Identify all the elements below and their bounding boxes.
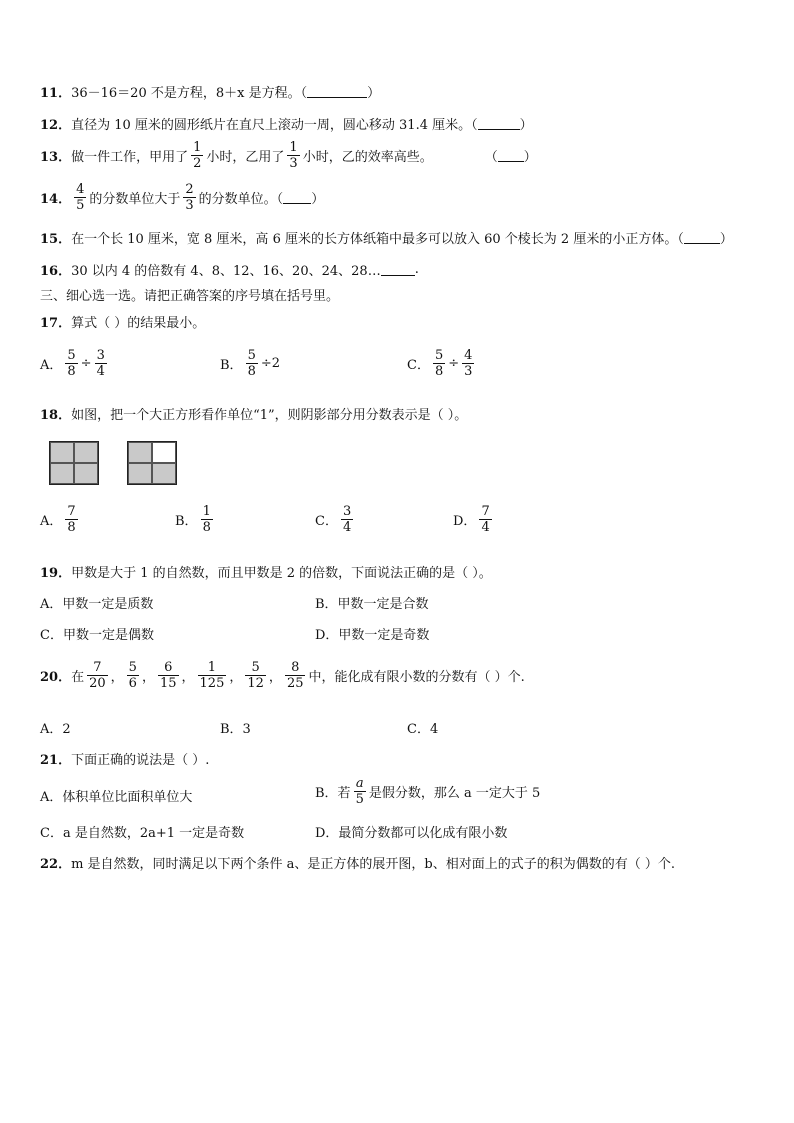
question-number: 19． xyxy=(40,566,72,581)
question-text: 36－16＝20 不是方程，8＋x 是方程。（ xyxy=(71,86,308,101)
paren-close: ） xyxy=(367,86,381,101)
question-text: 如图，把一个大正方形看作单位“1”，则阴影部分用分数表示是（ ）。 xyxy=(71,408,468,423)
question-number: 22． xyxy=(40,857,72,872)
unshaded-quarter xyxy=(152,442,176,463)
section-heading: 三、细心选一选。请把正确答案的序号填在括号里。 xyxy=(40,289,340,304)
question-21 xyxy=(40,749,209,768)
fraction: $\frac{5}{12}$ xyxy=(247,660,264,691)
question-12 xyxy=(40,114,533,133)
question-text: m 是自然数，同时满足以下两个条件 a、是正方体的展开图，b、相对面上的式子的积为偶数的有（ ）个. xyxy=(71,857,676,872)
question-text: 的分数单位大于 xyxy=(89,192,181,207)
fraction: $\frac{a}{5}$ xyxy=(355,776,364,807)
question-13 xyxy=(40,140,537,171)
fraction: $\frac{5}{6}$ xyxy=(128,660,137,691)
paren-close: ） xyxy=(523,150,537,165)
option-c[interactable]: C．a 是自然数，2a+1 一定是奇数 xyxy=(40,826,245,841)
question-text: 在一个长 10 厘米，宽 8 厘米，高 6 厘米的长方体纸箱中最多可以放入 60 个棱长为 2 厘米的小正方体。（ xyxy=(71,232,684,247)
answer-blank[interactable] xyxy=(381,263,415,276)
shaded-quarter xyxy=(152,463,176,484)
question-number: 20． xyxy=(40,670,72,685)
shaded-quarter xyxy=(128,463,152,484)
square-figure-partial xyxy=(127,441,177,485)
fraction: $\frac{6}{15}$ xyxy=(159,660,177,691)
option-a[interactable]: A．甲数一定是质数 xyxy=(40,597,154,612)
question-text: 在 xyxy=(71,670,85,685)
answer-blank[interactable] xyxy=(684,231,720,244)
question-15 xyxy=(40,228,733,247)
fraction: $\frac{7}{20}$ xyxy=(89,660,106,691)
option-d[interactable]: D．甲数一定是奇数 xyxy=(315,628,430,643)
option-d[interactable]: D． $\frac{7}{4}$ xyxy=(453,504,490,535)
option-b[interactable]: B． $\frac{1}{8}$ xyxy=(175,504,211,535)
shaded-quarter xyxy=(50,442,74,463)
fraction: $\frac{4}{5}$ xyxy=(76,182,85,213)
answer-blank[interactable] xyxy=(307,85,367,98)
fraction: $\frac{5}{8}$ xyxy=(434,348,444,379)
question-number: 18． xyxy=(40,408,72,423)
option-c[interactable]: C．4 xyxy=(407,722,439,737)
paren-close: ） xyxy=(519,118,533,133)
fraction: $\frac{4}{3}$ xyxy=(464,348,473,379)
question-number: 11． xyxy=(40,86,72,101)
question-14 xyxy=(40,182,324,213)
question-20: 20． 在 $\frac{7}{20}$ ， $\frac{5}{6}$ ， $\frac{6}{15}$ ， $\frac{1}{125}$ ， $\frac{5}{12}$ ， $\frac{8}{25}$ 中，能化成有限小数的分数有（ ）个. xyxy=(40,660,525,691)
question-end: . xyxy=(414,262,419,277)
option-a[interactable]: A． $\frac{7}{8}$ xyxy=(40,504,76,535)
question-text: 算式（ ）的结果最小。 xyxy=(71,316,206,331)
fraction: $\frac{7}{8}$ xyxy=(67,504,76,535)
answer-blank[interactable] xyxy=(498,149,524,162)
question-text: 做一件工作，甲用了 xyxy=(71,150,189,165)
option-d[interactable]: D．最简分数都可以化成有限小数 xyxy=(315,826,508,841)
question-22 xyxy=(40,853,675,872)
option-b[interactable]: B．若 $\frac{a}{5}$ 是假分数，那么 a 一定大于 5 xyxy=(315,776,541,807)
shaded-quarter xyxy=(74,463,98,484)
question-text: 小时，乙的效率高些。 xyxy=(302,150,433,165)
fraction: $\frac{1}{3}$ xyxy=(289,140,298,171)
option-b[interactable]: B．甲数一定是合数 xyxy=(315,597,429,612)
paren-open: （ xyxy=(484,150,498,165)
fraction: $\frac{3}{4}$ xyxy=(342,504,352,535)
option-c[interactable]: C． $\frac{3}{4}$ xyxy=(315,504,352,535)
option-a[interactable]: A． $\frac{5}{8}$ ÷ $\frac{3}{4}$ xyxy=(40,348,105,379)
question-number: 15． xyxy=(40,232,72,247)
question-16 xyxy=(40,260,419,279)
question-18 xyxy=(40,404,467,423)
question-number: 14． xyxy=(40,192,72,207)
option-a[interactable]: A．体积单位比面积单位大 xyxy=(40,790,193,805)
option-b[interactable]: B． $\frac{5}{8}$ ÷2 xyxy=(220,348,281,379)
question-11 xyxy=(40,82,380,101)
question-text: 直径为 10 厘米的圆形纸片在直尺上滚动一周，圆心移动 31.4 厘米。（ xyxy=(71,118,478,133)
question-number: 12． xyxy=(40,118,72,133)
fraction: $\frac{5}{8}$ xyxy=(247,348,256,379)
question-19 xyxy=(40,562,492,581)
fraction: $\frac{1}{125}$ xyxy=(199,660,225,691)
question-text: 30 以内 4 的倍数有 4、8、12、16、20、24、28… xyxy=(71,264,381,279)
fraction: $\frac{1}{8}$ xyxy=(202,504,211,535)
question-text: 小时，乙用了 xyxy=(206,150,285,165)
option-a[interactable]: A．2 xyxy=(40,722,71,737)
fraction: $\frac{3}{4}$ xyxy=(96,348,105,379)
fraction: $\frac{7}{4}$ xyxy=(481,504,490,535)
question-text: 的分数单位。（ xyxy=(198,192,284,207)
question-number: 16． xyxy=(40,264,72,279)
fraction: $\frac{2}{3}$ xyxy=(185,182,194,213)
fraction: $\frac{1}{2}$ xyxy=(193,140,202,171)
paren-close: ） xyxy=(311,192,325,207)
answer-blank[interactable] xyxy=(478,117,520,130)
question-text: 甲数是大于 1 的自然数，而且甲数是 2 的倍数，下面说法正确的是（ ）。 xyxy=(71,566,492,581)
question-text: 下面正确的说法是（ ）. xyxy=(71,753,210,768)
paren-close: ） xyxy=(719,232,733,247)
shaded-quarter xyxy=(74,442,98,463)
square-figure-full xyxy=(49,441,99,485)
option-b[interactable]: B．3 xyxy=(220,722,251,737)
shaded-quarter xyxy=(50,463,74,484)
fraction: $\frac{8}{25}$ xyxy=(286,660,304,691)
question-number: 17． xyxy=(40,316,72,331)
option-c[interactable]: C． $\frac{5}{8}$ ÷ $\frac{4}{3}$ xyxy=(407,348,473,379)
question-number: 13． xyxy=(40,150,72,165)
question-number: 21． xyxy=(40,753,72,768)
shaded-quarter xyxy=(128,442,152,463)
question-17 xyxy=(40,312,205,331)
question-text: 中，能化成有限小数的分数有（ ）个. xyxy=(308,670,525,685)
fraction: $\frac{5}{8}$ xyxy=(67,348,76,379)
option-c[interactable]: C．甲数一定是偶数 xyxy=(40,628,154,643)
answer-blank[interactable] xyxy=(283,191,311,204)
